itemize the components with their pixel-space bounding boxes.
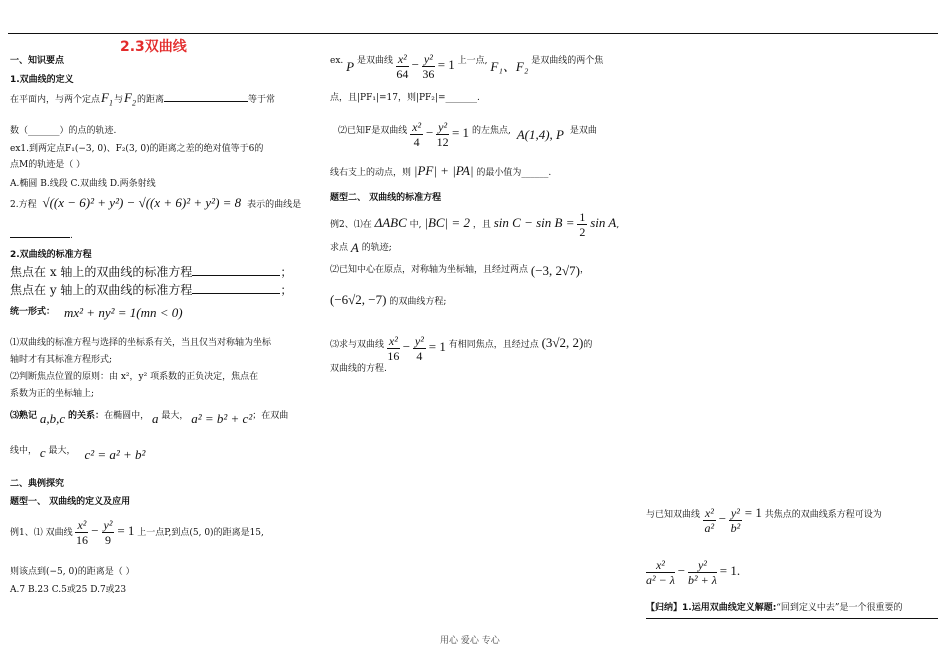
note3-line1: ⑶熟记 a,b,c 的关系：在椭圆中， a 最大， a² = b² + c²；在双曲 — [10, 411, 289, 426]
mid-ex-line1: ex. P 是双曲线 $\frac{\text{x²}}{64}$ − $\frac{\text{y²}}{36}$ = 1 上一点, F₁、F₂ 是双曲线的两个焦 — [330, 52, 604, 81]
q2-answer-blank: . — [10, 230, 73, 242]
example2-q3-line2: 双曲线的方程. — [330, 364, 387, 374]
example1-line1: 例1、⑴ 双曲线 $\frac{\text{x²}}{16}$ − $\frac{\text{y²}}{9}$ = 1 上一点P,到点(5, 0)的距离是15, — [10, 518, 264, 547]
section-heading-examples: 二、典例探究 — [10, 479, 65, 489]
mid-ex2-line2: 线右支上的动点，则 |PF| + |PA| 的最小值为______. — [330, 163, 552, 178]
note2-line1: ⑵判断焦点位置的原则：由 x²，y² 项系数的正负决定，焦点在 — [10, 372, 259, 382]
example2-q2-line1: ⑵已知中心在原点，对称轴为坐标轴，且经过两点 (−3, 2√7)， — [330, 263, 590, 278]
ex1-line2: 点M的轨迹是（ ） — [10, 160, 86, 170]
question2: 2.方程 √((x − 6)² + y²) − √((x + 6)² + y²) = 8 表示的曲线是 — [10, 195, 302, 210]
note2-line2: 系数为正的坐标轴上; — [10, 389, 95, 399]
subheading-definition: 1.双曲线的定义 — [10, 75, 74, 85]
ex1-choices: A.椭圆 B.线段 C.双曲线 D.两条射线 — [10, 179, 156, 189]
definition-line1: 在平面内，与两个定点$F_1$与$F_2$的距离 等于常 — [10, 90, 275, 108]
type2-heading: 题型二、 双曲线的标准方程 — [330, 193, 442, 203]
example2-q2-line2: (−6√2, −7) 的双曲线方程; — [330, 292, 447, 307]
ex1-line1: ex1.到两定点F₁(−3, 0)、F₂(3, 0)的距离之差的绝对值等于6的 — [10, 144, 264, 154]
example1-line2: 则该点到(−5, 0)的距离是（ ） — [10, 567, 135, 577]
ex1-frac-x: $\frac{\text{x²}}{16}$ — [75, 518, 88, 547]
definition-line2: 数（_______）的点的轨迹. — [10, 126, 117, 136]
std-eq-y-line: 焦点在 y 轴上的双曲线的标准方程 ； — [10, 283, 293, 297]
definition-blank — [164, 101, 248, 102]
right-line1: 与已知双曲线 $\frac{\text{x²}}{\text{a²}}$ − $\frac{\text{y²}}{\text{b²}}$ = 1 共焦点的双曲线系方程可设为 — [646, 505, 882, 535]
section-heading-knowledge: 一、知识要点 — [10, 56, 65, 66]
unified-form-label: 统一形式： — [10, 307, 56, 317]
example2-line2: 求点 A 的轨迹; — [330, 240, 392, 255]
f1-symbol: $F_1$ — [101, 90, 113, 108]
note3-line2: 线中， c 最大， c² = a² + b² — [10, 445, 146, 462]
summary-line: 【归纳】1.运用双曲线定义解题:“回到定义中去”是一个很重要的 — [646, 603, 903, 613]
std-eq-x-line: 焦点在 x 轴上的双曲线的标准方程 ； — [10, 265, 293, 279]
note1-line1: ⑴双曲线的标准方程与选择的坐标系有关，当且仅当对称轴为坐标 — [10, 338, 272, 348]
page-title: 2.3双曲线 — [120, 39, 187, 55]
unified-form-formula: mx² + ny² = 1(mn < 0) — [64, 305, 183, 320]
page-footer: 用心 爱心 专心 — [440, 636, 500, 646]
mid-ex-line2: 点，且|PF₁|=17，则|PF₂|=_______. — [330, 93, 480, 103]
q2-formula: √((x − 6)² + y²) − √((x + 6)² + y²) = 8 — [42, 195, 242, 210]
mid-ex2-line1: ⑵已知F是双曲线 $\frac{\text{x²}}{4}$ − $\frac{\text{y²}}{12}$ = 1 的左焦点, A(1,4), P 是双曲 — [338, 120, 597, 149]
right-bottom-rule — [646, 618, 938, 619]
subheading-standard-equation: 2.双曲线的标准方程 — [10, 250, 92, 260]
top-rule — [8, 33, 938, 34]
example1-choices: A.7 B.23 C.5或25 D.7或23 — [10, 585, 127, 595]
ex1-frac-y: $\frac{\text{y²}}{9}$ — [103, 518, 113, 547]
type1-heading: 题型一、 双曲线的定义及应用 — [10, 497, 131, 507]
f2-symbol: $F_2$ — [123, 90, 136, 108]
example2-q3-line1: ⑶求与双曲线 $\frac{\text{x²}}{16}$ − $\frac{\text{y²}}{4}$ = 1 有相同焦点，且经过点 (3√2, 2)的 — [330, 334, 593, 363]
right-line2: $\frac{\text{x²}}{\text{a² − λ}}$ − $\frac{\text{y²}}{\text{b² + λ}}$ = 1. — [646, 558, 741, 587]
example2-line1: 例2、⑴在 ΔABC 中, |BC| = 2 ，且 sin C − sin B = $\frac{1}{2}$ sin A, — [330, 210, 620, 239]
note1-line2: 轴时才有其标准方程形式; — [10, 355, 113, 365]
